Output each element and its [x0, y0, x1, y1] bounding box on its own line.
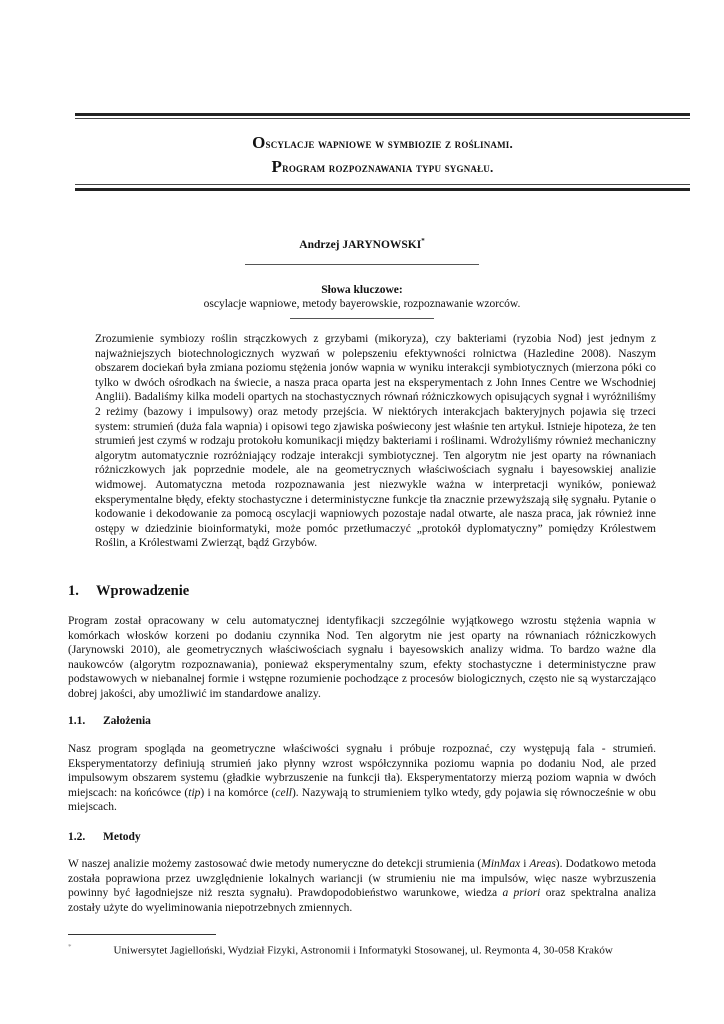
bottom-title-rule-thin	[75, 184, 690, 185]
section-1-heading: 1. Wprowadzenie	[68, 583, 190, 599]
top-rule-thick	[75, 113, 690, 116]
author-name: Andrzej JARYNOWSKI*	[299, 237, 425, 251]
keywords-text: oscylacje wapniowe, metody bayerowskie, rozpoznawanie wzorców.	[203, 298, 521, 310]
title-line-2: Program rozpoznawania typu sygnału.	[271, 157, 494, 176]
section-1-1-text: Nasz program spogląda na geometryczne właściwości sygnału i próbuje rozpoznać, czy występują fala - strumień. Eksperymentatorzy definiują strumień jako płynny wzrost współczynnika poziomu wapnia po dodaniu Nod, ale przed impulsowym obszarem systemu (gładkie wybrzuszenie na funkcji tła). Eksperymentatorzy mierzą poziom wapnia w dwóch miejscach: na końcówce (tip) i na komórce (cell). Nazywają to strumieniem tylko wtedy, gdy pojawia się równocześnie w obu miejscach.	[68, 743, 656, 814]
footnote-text: Uniwersytet Jagielloński, Wydział Fizyki, Astronomii i Informatyki Stosowanej, ul. Reymonta 4, 30-058 Kraków	[113, 944, 613, 957]
footnote-mark: *	[68, 943, 72, 951]
author-rule	[245, 264, 479, 265]
author-footnote-mark: *	[421, 237, 425, 245]
section-1-2-heading: 1.2. Metody	[68, 831, 141, 843]
footnote	[68, 940, 656, 958]
keywords-rule	[290, 318, 434, 319]
keywords-heading: Słowa kluczowe:	[321, 284, 403, 296]
top-rule-thin	[75, 118, 690, 119]
section-1-1-heading: 1.1. Założenia	[68, 715, 151, 727]
abstract: Zrozumienie symbiozy roślin strączkowych z grzybami (mikoryza), czy bakteriami (ryzobia Nod) jest jednym z najważniejszych biotechnologicznych wyzwań w polepszeniu efektywności rolnictwa (Hazledine 2008). Naszym obszarem dociekań była zmiana poziomu stężenia jonów wapnia w wyniku interakcji symbiotycznych (mierzona póki co tylko w dwóch ośrodkach na świecie, a nasza praca oparta jest na eksperymentach z John Innes Centre we Wschodniej Anglii). Badaliśmy kilka modeli opartych na stochastycznych równań różniczkowych opisujących sygnał i wyróżniliśmy 2 reżimy (bazowy i impulsowy) oraz metody przejścia. W niektórych interakcjach bakteryjnych pojawia się trzeci system: strumień (duża fala wapnia) i opisowi tego zjawiska poświecony jest właśnie ten artykuł. Istnieje hipoteza, że ten strumień jest czymś w rodzaju protokołu komunikacji między bakteriami i roślinami. Wdrożyliśmy również mechaniczny algorytm automatycznie rozróżniający rodzaje interakcji symbiotycznej. Ten algorytm nie jest oparty na równaniach różniczkowych jak poprzednie modele, ale na geometrycznych właściwościach sygnału i bayesowskiej analizie widmowej. Automatyczna metoda rozpoznawania jest niezwykle ważna w interpretacji wyników, ponieważ eksperymentalne błędy, efekty stochastyczne i deterministyczne funkcje tła znacznie przewyższają siłę sygnału. Pytanie o kodowanie i dekodowanie za pomocą oscylacji wapniowych pozostaje nadal otwarte, ale nasza praca, jak również inne ostępy w dziedzinie bioinformatyki, może pomóc przetłumaczyć „protokół dyplomatyczny” pomiędzy Królestwem Roślin, a Królestwami Zwierząt, bądź Grzybów.	[95, 333, 656, 550]
section-1-text: Program został opracowany w celu automatycznej identyfikacji szczególnie wyjątkowego wzrostu stężenia wapnia w komórkach włosków korzeni po dodaniu czynnika Nod. Ten algorytm nie jest oparty na równaniach różniczkowych (Jarynowski 2010), ale geometrycznych właściwościach sygnału i bayesowskich analizy widma. To bardzo ważne dla naukowców (algorytm rozpoznawania), ponieważ eksperymentalny szum, efekty stochastyczne i deterministyczne praw podstawowych w niebanalnej formie i wstępne rozumienie pochodzące z procesów biologicznych, często nie są wystarczająco dobrej jakości, aby umożliwić im standardowe analizy.	[68, 615, 656, 700]
bottom-title-rule-thick	[75, 188, 690, 191]
section-1-2-text: W naszej analizie możemy zastosować dwie metody numeryczne do detekcji strumienia (MinMax i Areas). Dodatkowo metoda została poprawiona przez uwzględnienie lokalnych wariancji (w strumieniu nie ma impulsów, więc nasze wybrzuszenia powinny być łagodniejsze niż reszta sygnału). Prawdopodobieństwo warunkowe, wiedza a priori oraz spektralna analiza zostały użyte do wyeliminowania niepotrzebnych zmiennych.	[68, 858, 657, 914]
title-line-1: Oscylacje wapniowe w symbiozie z roślinami.	[252, 133, 513, 152]
footnote-rule	[68, 934, 216, 935]
